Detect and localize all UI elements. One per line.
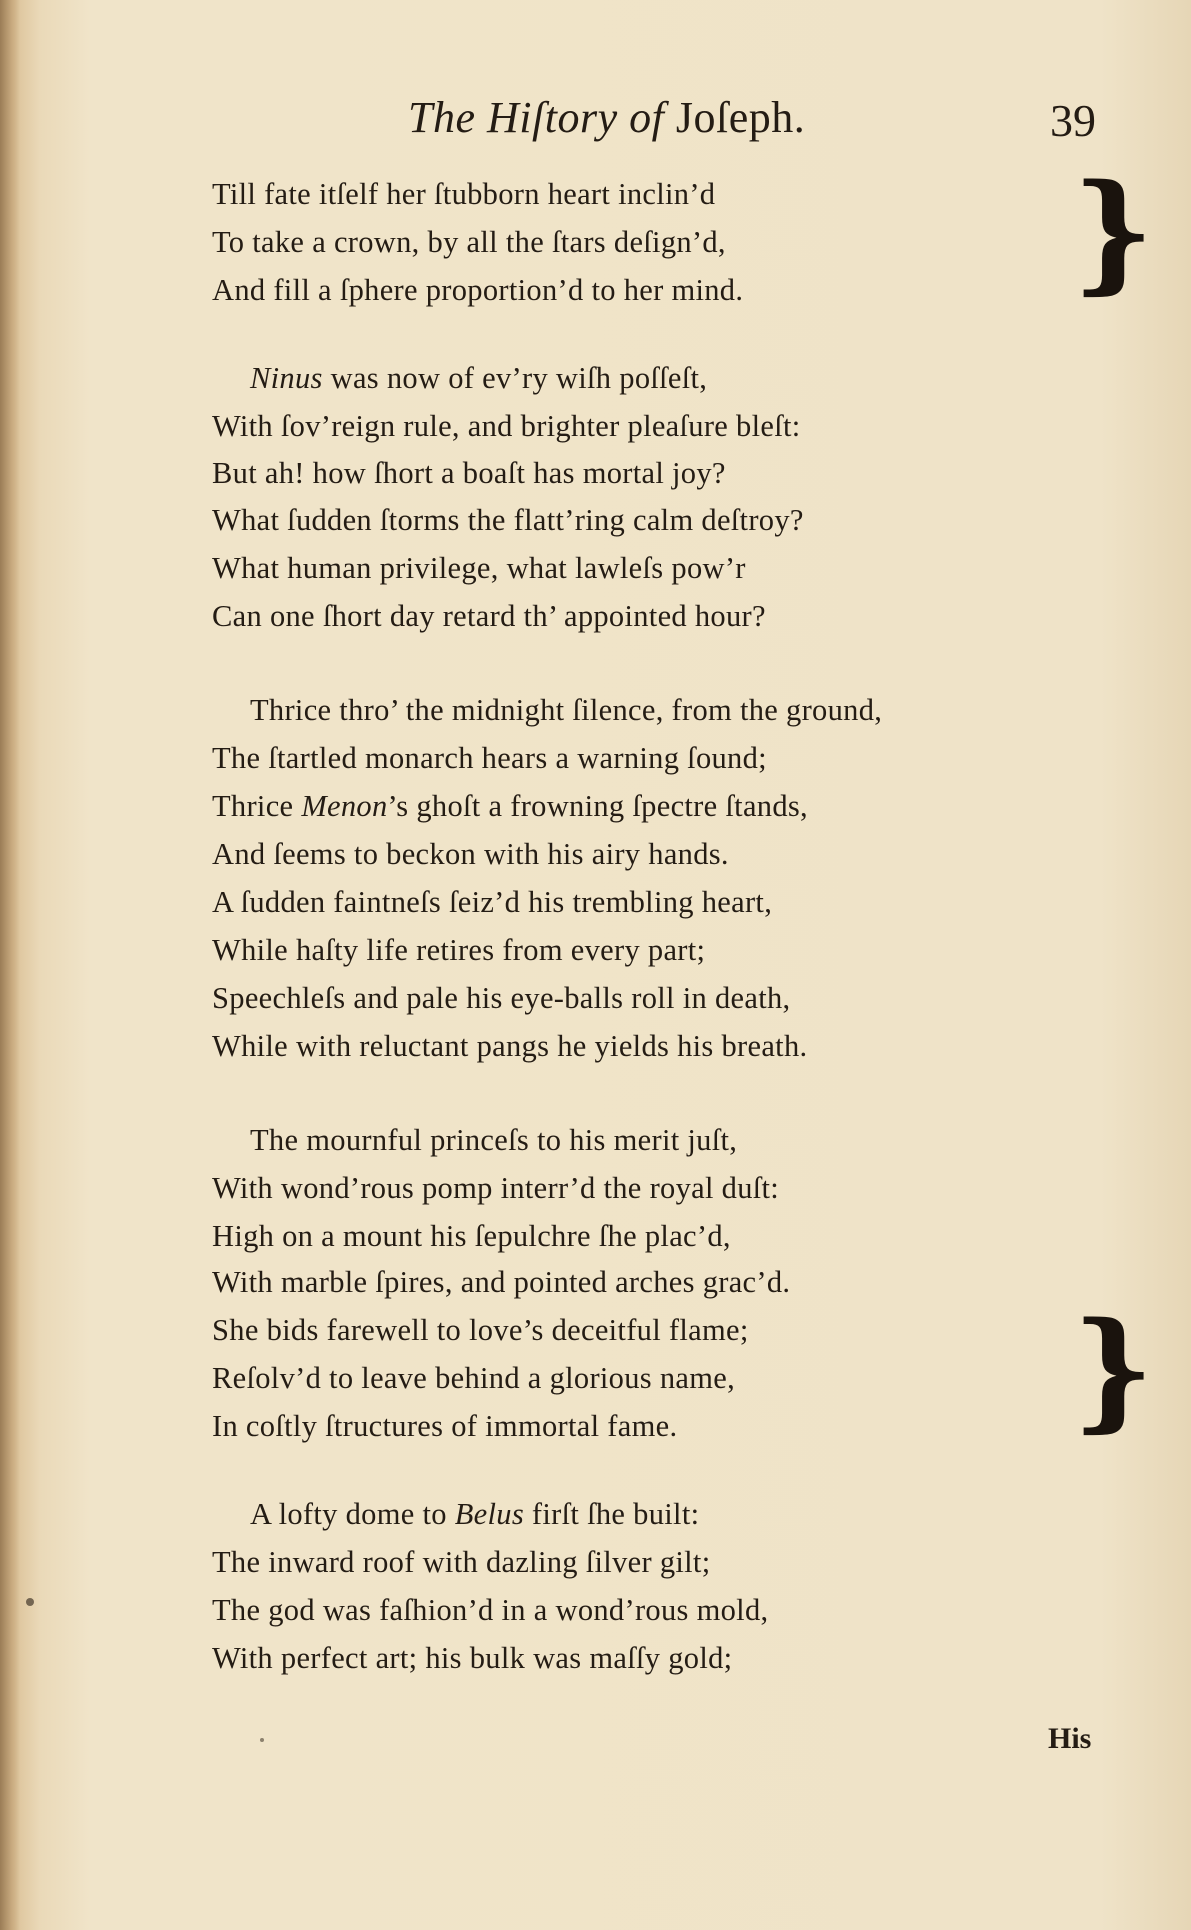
verse-line: She bids farewell to love’s deceitful flame;	[212, 1313, 749, 1347]
verse-line: The mournful princeſs to his merit juſt,	[250, 1123, 738, 1157]
verse-line: With perfect art; his bulk was maſſy gold;	[212, 1641, 733, 1675]
verse-line: The god was faſhion’d in a wond’rous mold,	[212, 1593, 769, 1627]
verse-line: What ſudden ſtorms the flatt’ring calm deſtroy?	[212, 503, 804, 537]
verse-text: firſt ſhe built:	[524, 1497, 700, 1531]
verse-line: The ſtartled monarch hears a warning ſound;	[212, 741, 767, 775]
verse-line	[250, 1496, 699, 1532]
verse-text: ’s ghoſt a frowning ſpectre ſtands,	[387, 789, 808, 823]
verse-line: And ſeems to beckon with his airy hands.	[212, 837, 729, 871]
verse-line	[250, 360, 707, 396]
verse-line: And fill a ſphere proportion’d to her mind.	[212, 273, 744, 307]
verse-italic: Menon	[301, 789, 388, 823]
verse-text: was now of ev’ry wiſh poſſeſt,	[322, 361, 708, 395]
verse-line	[212, 788, 808, 824]
title-word-of: of	[629, 93, 665, 142]
verse-italic: Ninus	[250, 361, 323, 395]
triplet-brace-mark: }	[1072, 1295, 1155, 1445]
verse-line: With wond’rous pomp interr’d the royal duſt:	[212, 1171, 780, 1205]
verse-line: To take a crown, by all the ſtars deſign’d,	[212, 225, 726, 259]
verse-line: High on a mount his ſepulchre ſhe plac’d,	[212, 1219, 731, 1253]
catchword: His	[1048, 1722, 1092, 1755]
verse-line: With marble ſpires, and pointed arches grac’d.	[212, 1265, 791, 1299]
page-title	[408, 92, 805, 143]
verse-line: Can one ſhort day retard th’ appointed hour?	[212, 599, 766, 633]
paper-spot	[260, 1738, 264, 1742]
verse-line: Speechleſs and pale his eye-balls roll in death,	[212, 981, 791, 1015]
triplet-brace-mark: }	[1072, 157, 1155, 307]
verse-line: What human privilege, what lawleſs pow’r	[212, 551, 746, 585]
book-spine-shadow	[0, 0, 20, 1930]
verse-line: But ah! how ſhort a boaſt has mortal joy?	[212, 456, 726, 490]
verse-line: With ſov’reign rule, and brighter pleaſure bleſt:	[212, 409, 801, 443]
verse-italic: Belus	[454, 1497, 524, 1531]
title-word-joseph: Joſeph.	[675, 93, 806, 142]
verse-line: Thrice thro’ the midnight ſilence, from the ground,	[250, 693, 883, 727]
title-word-the: The	[408, 93, 476, 142]
verse-line: While with reluctant pangs he yields his breath.	[212, 1029, 808, 1063]
verse-text: A lofty dome to	[250, 1497, 455, 1531]
verse-line: Till fate itſelf her ſtubborn heart inclin’d	[212, 177, 716, 211]
title-word-history: Hiſtory	[487, 93, 618, 142]
paper-spot	[26, 1598, 34, 1606]
verse-line: Reſolv’d to leave behind a glorious name,	[212, 1361, 736, 1395]
verse-line: A ſudden faintneſs ſeiz’d his trembling heart,	[212, 885, 773, 919]
verse-line: In coſtly ſtructures of immortal fame.	[212, 1409, 678, 1443]
verse-line: The inward roof with dazling ſilver gilt;	[212, 1545, 711, 1579]
verse-text: Thrice	[212, 789, 302, 823]
running-head	[0, 92, 1191, 152]
page-number: 39	[1050, 95, 1096, 146]
verse-line: While haſty life retires from every part;	[212, 933, 706, 967]
